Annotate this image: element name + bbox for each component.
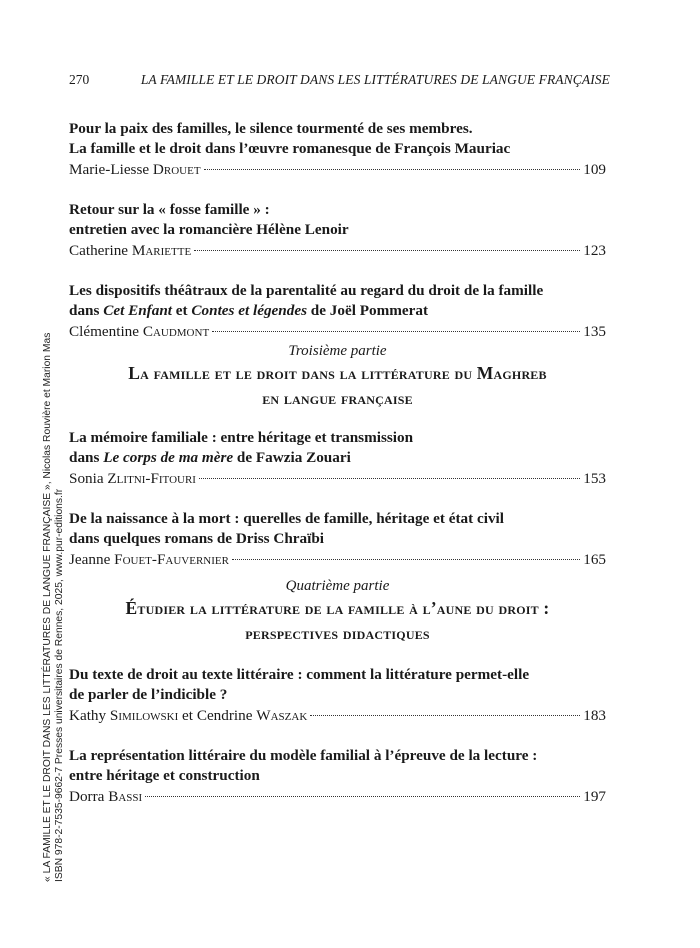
dot-leader	[212, 331, 580, 332]
running-head	[69, 72, 610, 88]
entry-author: Sonia Zlitni-Fitouri	[69, 470, 196, 487]
toc-entry[interactable]	[69, 119, 606, 180]
entry-page-number: 135	[583, 323, 606, 340]
entry-page-number: 165	[583, 551, 606, 568]
part-title: Étudier la littérature de la famille à l’aune du droit : perspectives didactiques	[125, 598, 550, 643]
entry-author-line	[69, 786, 606, 807]
entry-author-line	[69, 468, 606, 489]
toc-entry[interactable]	[69, 281, 606, 342]
entry-page-number: 123	[583, 242, 606, 259]
dot-leader	[145, 796, 580, 797]
dot-leader	[204, 169, 581, 170]
dot-leader	[199, 478, 580, 479]
entry-author: Catherine Mariette	[69, 242, 192, 259]
dot-leader	[310, 715, 580, 716]
dot-leader	[232, 559, 580, 560]
entry-author-line	[69, 549, 606, 570]
running-title: LA FAMILLE ET LE DROIT DANS LES LITTÉRATURES DE LANGUE FRANÇAISE	[140, 72, 610, 87]
toc-entry[interactable]	[69, 665, 606, 726]
entry-author: Dorra Bassi	[69, 788, 143, 805]
toc-section-part3	[69, 428, 606, 590]
entry-title: La représentation littéraire du modèle familial à l’épreuve de la lecture : entre héritage et construction	[69, 747, 538, 784]
toc-entry[interactable]	[69, 509, 606, 570]
entry-title: Retour sur la « fosse famille » : entretien avec la romancière Hélène Lenoir	[69, 201, 349, 238]
entry-page-number: 153	[583, 470, 606, 487]
side-copyright-note	[42, 333, 66, 882]
entry-author-line	[69, 159, 606, 180]
toc-section-1	[69, 119, 606, 362]
entry-author: Jeanne Fouet-Fauvernier	[69, 551, 229, 568]
toc-entry[interactable]	[69, 746, 606, 807]
entry-page-number: 183	[583, 707, 606, 724]
entry-page-number: 197	[583, 788, 606, 805]
part-label: Quatrième partie	[285, 578, 390, 594]
entry-page-number: 109	[583, 161, 606, 178]
toc-section-part4	[69, 665, 606, 827]
side-note-line: ISBN 978-2-7535-9662-7 Presses universitaires de Rennes, 2025, www.pur-editions.fr	[54, 488, 65, 882]
entry-title: La mémoire familiale : entre héritage et transmission dans Le corps de ma mère de Fawzia Zouari	[69, 429, 414, 466]
entry-author: Marie-Liesse Drouet	[69, 161, 201, 178]
side-note-line: « LA FAMILLE ET LE DROIT DANS LES LITTÉRATURES DE LANGUE FRANÇAISE », Nicolas Rouvière et Marion Mas	[42, 332, 53, 882]
entry-author-line	[69, 705, 606, 726]
entry-title: Pour la paix des familles, le silence tourmenté de ses membres. La famille et le droit dans l’œuvre romanesque de François Mauriac	[69, 120, 511, 157]
entry-author-line	[69, 321, 606, 342]
entry-author: Clémentine Caudmont	[69, 323, 210, 340]
entry-title: De la naissance à la mort : querelles de famille, héritage et état civil dans quelques romans de Driss Chraïbi	[69, 510, 504, 547]
entry-title: Les dispositifs théâtraux de la parentalité au regard du droit de la famille dans Cet Enfant et Contes et légendes de Joël Pommerat	[69, 282, 544, 319]
part-heading-4	[69, 576, 606, 646]
part-label: Troisième partie	[288, 343, 387, 359]
entry-author: Kathy Similowski et Cendrine Waszak	[69, 707, 308, 724]
entry-author-line	[69, 240, 606, 261]
part-title: La famille et le droit dans la littérature du Maghreb en langue française	[128, 363, 547, 408]
toc-entry[interactable]	[69, 200, 606, 261]
page-number: 270	[69, 72, 90, 87]
toc-entry[interactable]	[69, 428, 606, 489]
part-heading-3	[69, 341, 606, 411]
dot-leader	[194, 250, 580, 251]
entry-title: Du texte de droit au texte littéraire : comment la littérature permet-elle de parler de l’indicible ?	[69, 666, 530, 703]
